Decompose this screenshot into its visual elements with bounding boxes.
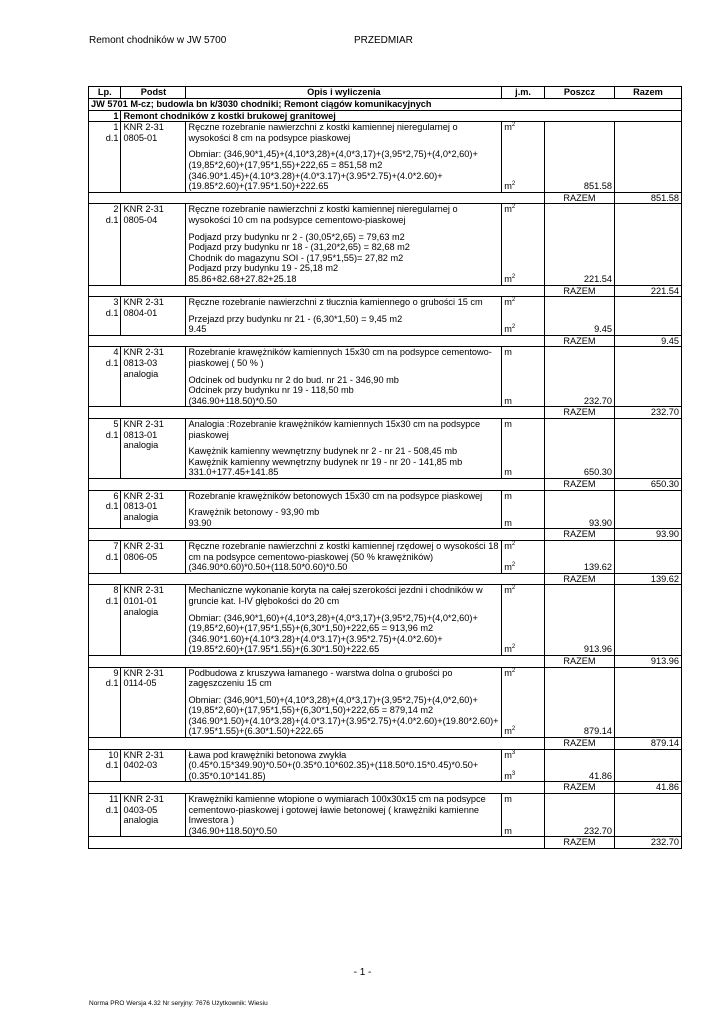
item-measurements: Obmiar: (346,90*1,60)+(4,10*3,28)+(4,0*3,17)+(3,95*2,75)+(4,0*2,60)+(19,85*2,60)+(17,95*1,55)+(6,30*1,50)+222,65 = 913,96 m2 xyxy=(188,612,478,634)
item-razem-blank xyxy=(614,297,681,325)
item-formula-unit: $m^2$ xyxy=(502,716,545,738)
razem-value: 139.62 xyxy=(614,573,681,585)
razem-blank xyxy=(89,782,545,794)
item-razem-blank xyxy=(614,274,681,285)
item-measurements: Odcinek od budynku nr 2 do bud. nr 21 - 346,90 mb Odcinek przy budynku nr 19 - 118,50 mb xyxy=(188,374,399,396)
item-razem-blank xyxy=(614,204,681,274)
col-header-lp: Lp. xyxy=(89,87,121,99)
razem-blank xyxy=(89,285,545,297)
item-formula-unit: $m^3$ xyxy=(502,760,545,782)
item-description: Ręczne rozebranie nawierzchni z kostki kamiennej nieregularnej o wysokości 8 cm na podsypce piaskowej xyxy=(188,122,458,143)
razem-label: RAZEM xyxy=(544,285,614,297)
razem-blank xyxy=(89,335,545,347)
item-poszcz-value: 93.90 xyxy=(544,518,614,529)
item-unit: $m^2$ xyxy=(502,297,545,325)
item-measurements: Podjazd przy budynku nr 2 - (30,05*2,65) = 79,63 m2 Podjazd przy budynku nr 18 - (31,20*2,65) = 82,68 m2 Chodnik do magazynu SOI - (17,95*1,55)= 27,82 m2 Podjazd przy budynku 19 - 25,18 m2 xyxy=(188,231,410,274)
item-poszcz-blank xyxy=(544,749,614,760)
item-row xyxy=(89,297,682,325)
item-razem-blank xyxy=(614,585,681,634)
item-description: Ręczne rozebranie nawierzchni z tłucznia kamiennego o grubości 15 cm xyxy=(188,297,483,308)
item-formula: (346.90*1.60)+(4.10*3.28)+(4.0*3.17)+(3.95*2.75)+(4.0*2.60)+ (19.85*2.60)+(17.95*1.55)+(6.30*1.50)+222.65 xyxy=(186,634,502,656)
item-formula: 331.0+177.45+141.85 xyxy=(186,467,502,478)
razem-label: RAZEM xyxy=(544,738,614,750)
item-row xyxy=(89,490,682,518)
razem-value: 232.70 xyxy=(614,407,681,419)
item-formula-unit: $m^2$ xyxy=(502,274,545,285)
item-poszcz-value: 650.30 xyxy=(544,467,614,478)
razem-blank xyxy=(89,573,545,585)
item-poszcz-blank xyxy=(544,297,614,325)
item-poszcz-blank xyxy=(544,490,614,518)
item-unit: m xyxy=(502,490,545,518)
razem-row xyxy=(89,782,682,794)
razem-label: RAZEM xyxy=(544,407,614,419)
item-unit: $m^2$ xyxy=(502,585,545,634)
item-opis xyxy=(186,204,502,274)
item-razem-blank xyxy=(614,518,681,529)
item-razem-blank xyxy=(614,347,681,396)
item-podstawa: KNR 2-31 0813-03 analogia xyxy=(121,347,186,407)
item-measurements: Przejazd przy budynku nr 21 - (6,30*1,50) = 9,45 m2 xyxy=(188,313,403,324)
razem-row xyxy=(89,655,682,667)
item-razem-blank xyxy=(614,826,681,837)
razem-value: 9.45 xyxy=(614,335,681,347)
item-poszcz-value: 9.45 xyxy=(544,324,614,335)
item-podstawa: KNR 2-31 0804-01 xyxy=(121,297,186,336)
razem-row xyxy=(89,407,682,419)
item-opis xyxy=(186,122,502,171)
razem-blank xyxy=(89,192,545,204)
item-opis xyxy=(186,347,502,396)
item-razem-blank xyxy=(614,760,681,782)
item-poszcz-value: 232.70 xyxy=(544,396,614,407)
razem-value: 221.54 xyxy=(614,285,681,297)
item-poszcz-value: 913.96 xyxy=(544,634,614,656)
item-row xyxy=(89,585,682,634)
item-opis xyxy=(186,667,502,716)
item-poszcz-blank xyxy=(544,419,614,468)
col-header-jm: j.m. xyxy=(502,87,545,99)
item-formula-unit: m xyxy=(502,467,545,478)
item-lp: 2 d.1 xyxy=(89,204,121,285)
item-formula: 93.90 xyxy=(186,518,502,529)
item-podstawa: KNR 2-31 0806-05 xyxy=(121,540,186,573)
razem-value: 913.96 xyxy=(614,655,681,667)
razem-label: RAZEM xyxy=(544,655,614,667)
item-formula-unit: m xyxy=(502,396,545,407)
item-razem-blank xyxy=(614,749,681,760)
footer-software-info: Norma PRO Wersja 4.32 Nr seryjny: 7676 Użytkownik: Wiesiu xyxy=(89,1000,268,1007)
item-row xyxy=(89,749,682,760)
item-description: Ława pod krawężniki betonowa zwykła xyxy=(188,749,347,760)
item-formula: 85.86+82.68+27.82+25.18 xyxy=(186,274,502,285)
item-razem-blank xyxy=(614,171,681,193)
item-podstawa: KNR 2-31 0813-01 analogia xyxy=(121,490,186,529)
item-measurements: Krawężnik betonowy - 93,90 mb xyxy=(188,507,320,518)
item-formula-unit: $m^2$ xyxy=(502,634,545,656)
razem-blank xyxy=(89,529,545,541)
razem-label: RAZEM xyxy=(544,837,614,849)
item-poszcz-blank xyxy=(544,347,614,396)
item-formula: 9.45 xyxy=(186,324,502,335)
item-description: Rozebranie krawężników kamiennych 15x30 cm na podsypce cementowo-piaskowej ( 50 % ) xyxy=(188,347,492,369)
item-lp: 8 d.1 xyxy=(89,585,121,656)
razem-blank xyxy=(89,655,545,667)
razem-blank xyxy=(89,837,545,849)
section-title: JW 5701 M-cz; budowla bn k/3030 chodniki; Remont ciągów komunikacyjnych xyxy=(89,99,682,111)
col-header-poszcz: Poszcz xyxy=(544,87,614,99)
razem-blank xyxy=(89,479,545,491)
subsection-row xyxy=(89,110,682,122)
razem-value: 650.30 xyxy=(614,479,681,491)
razem-label: RAZEM xyxy=(544,529,614,541)
item-lp: 6 d.1 xyxy=(89,490,121,529)
item-podstawa: KNR 2-31 0813-01 analogia xyxy=(121,419,186,479)
subsection-title: Remont chodników z kostki brukowej granitowej xyxy=(121,110,682,122)
subsection-lp: 1 xyxy=(89,110,121,122)
razem-value: 232.70 xyxy=(614,837,681,849)
item-description: Ręczne rozebranie nawierzchni z kostki kamiennej rzędowej o wysokości 18 cm na podsypce cementowo-piaskowej (50 % krawężników) xyxy=(188,540,499,562)
table-header-row xyxy=(89,87,682,99)
item-podstawa: KNR 2-31 0402-03 xyxy=(121,749,186,782)
item-formula-unit: m xyxy=(502,826,545,837)
item-opis xyxy=(186,297,502,325)
item-unit: $m^2$ xyxy=(502,122,545,171)
item-row xyxy=(89,419,682,468)
item-opis xyxy=(186,585,502,634)
item-razem-blank xyxy=(614,634,681,656)
razem-label: RAZEM xyxy=(544,335,614,347)
item-razem-blank xyxy=(614,467,681,478)
item-unit: $m^2$ xyxy=(502,667,545,716)
item-razem-blank xyxy=(614,419,681,468)
razem-row xyxy=(89,837,682,849)
item-poszcz-blank xyxy=(544,585,614,634)
item-lp: 4 d.1 xyxy=(89,347,121,407)
item-poszcz-blank xyxy=(544,667,614,716)
razem-value: 879.14 xyxy=(614,738,681,750)
item-razem-blank xyxy=(614,716,681,738)
razem-row xyxy=(89,335,682,347)
item-description: Ręczne rozebranie nawierzchni z kostki kamiennej nieregularnej o wysokości 10 cm na podsypce cementowo-piaskowej xyxy=(188,204,458,225)
page-number: - 1 - xyxy=(353,967,372,978)
item-opis xyxy=(186,794,502,826)
item-opis xyxy=(186,749,502,760)
item-description: Mechaniczne wykonanie koryta na całej szerokości jezdni i chodników w gruncie kat. I-IV głębokości do 20 cm xyxy=(188,585,483,606)
item-row xyxy=(89,204,682,274)
item-opis xyxy=(186,490,502,518)
item-lp: 9 d.1 xyxy=(89,667,121,738)
item-razem-blank xyxy=(614,667,681,716)
item-poszcz-value: 851.58 xyxy=(544,171,614,193)
item-lp: 10 d.1 xyxy=(89,749,121,782)
item-unit: $m^2$ xyxy=(502,540,545,562)
item-razem-blank xyxy=(614,540,681,562)
item-podstawa: KNR 2-31 0101-01 analogia xyxy=(121,585,186,656)
razem-row xyxy=(89,285,682,297)
item-measurements: Obmiar: (346,90*1,50)+(4,10*3,28)+(4,0*3,17)+(3,95*2,75)+(4,0*2,60)+(19,85*2,60)+(17,95*1,55)+(6,30*1,50)+222,65 = 879,14 m2 xyxy=(188,694,478,716)
item-razem-blank xyxy=(614,794,681,826)
item-lp: 5 d.1 xyxy=(89,419,121,479)
item-formula: (346.90+118.50)*0.50 xyxy=(186,396,502,407)
razem-blank xyxy=(89,407,545,419)
razem-label: RAZEM xyxy=(544,573,614,585)
item-poszcz-blank xyxy=(544,122,614,171)
item-razem-blank xyxy=(614,122,681,171)
item-poszcz-blank xyxy=(544,204,614,274)
item-unit: $m^2$ xyxy=(502,204,545,274)
col-header-razem: Razem xyxy=(614,87,681,99)
item-podstawa: KNR 2-31 0403-05 analogia xyxy=(121,794,186,837)
item-poszcz-blank xyxy=(544,794,614,826)
item-podstawa: KNR 2-31 0114-05 xyxy=(121,667,186,738)
razem-value: 41.86 xyxy=(614,782,681,794)
item-formula: (346.90*1.50)+(4.10*3.28)+(4.0*3.17)+(3.95*2.75)+(4.0*2.60)+(19.80*2.60)+(17.95*1.55)+(6.30*1.50)+222.65 xyxy=(186,716,502,738)
razem-row xyxy=(89,192,682,204)
razem-label: RAZEM xyxy=(544,479,614,491)
razem-row xyxy=(89,573,682,585)
item-poszcz-blank xyxy=(544,540,614,562)
item-lp: 7 d.1 xyxy=(89,540,121,573)
item-row xyxy=(89,347,682,396)
razem-blank xyxy=(89,738,545,750)
item-unit: $m^3$ xyxy=(502,749,545,760)
razem-row xyxy=(89,479,682,491)
item-formula-unit: $m^2$ xyxy=(502,171,545,193)
item-lp: 3 d.1 xyxy=(89,297,121,336)
document-header-type: PRZEDMIAR xyxy=(354,35,413,46)
item-formula: (0.45*0.15*349.90)*0.50+(0.35*0.10*602.35)+(118.50*0.15*0.45)*0.50+(0.35*0.10*141.85) xyxy=(186,760,502,782)
item-formula-unit: $m^2$ xyxy=(502,324,545,335)
item-poszcz-value: 41.86 xyxy=(544,760,614,782)
item-row xyxy=(89,794,682,826)
item-podstawa: KNR 2-31 0805-01 xyxy=(121,122,186,193)
item-razem-blank xyxy=(614,396,681,407)
item-measurements: Kawężnik kamienny wewnętrzny budynek nr 2 - nr 21 - 508,45 mb Kawężnik kamienny wewnętrzny budynek nr 19 - nr 20 - 141,85 mb xyxy=(188,446,463,467)
item-unit: m xyxy=(502,347,545,396)
item-row xyxy=(89,667,682,716)
razem-label: RAZEM xyxy=(544,192,614,204)
item-description: Rozebranie krawężników betonowych 15x30 cm na podsypce piaskowej xyxy=(188,490,483,501)
section-row xyxy=(89,99,682,111)
col-header-opis: Opis i wyliczenia xyxy=(186,87,502,99)
item-description: Krawężniki kamienne wtopione o wymiarach 100x30x15 cm na podsypce cementowo-piaskowej i gotowej ławie betonowej ( krawężniki kamienne Inwestora ) xyxy=(188,794,486,826)
item-poszcz-value: 139.62 xyxy=(544,562,614,573)
razem-row xyxy=(89,529,682,541)
razem-value: 93.90 xyxy=(614,529,681,541)
item-unit: m xyxy=(502,419,545,468)
item-unit: m xyxy=(502,794,545,826)
item-formula: (346.90+118.50)*0.50 xyxy=(186,826,502,837)
document-header-title: Remont chodników w JW 5700 xyxy=(89,35,227,46)
item-opis xyxy=(186,419,502,468)
item-formula: (346.90*1.45)+(4.10*3.28)+(4.0*3.17)+(3.95*2.75)+(4.0*2.60)+ (19.85*2.60)+(17.95*1.50)+222.65 xyxy=(186,171,502,193)
razem-row xyxy=(89,738,682,750)
item-lp: 11 d.1 xyxy=(89,794,121,837)
item-razem-blank xyxy=(614,490,681,518)
item-description: Podbudowa z kruszywa łamanego - warstwa dolna o grubości po zagęszczeniu 15 cm xyxy=(188,667,453,689)
razem-label: RAZEM xyxy=(544,782,614,794)
razem-value: 851.58 xyxy=(614,192,681,204)
item-row xyxy=(89,540,682,562)
item-description: Analogia :Rozebranie krawężników kamiennych 15x30 cm na podsypce piaskowej xyxy=(188,419,481,440)
item-poszcz-value: 232.70 xyxy=(544,826,614,837)
przedmiar-table xyxy=(88,86,682,849)
item-podstawa: KNR 2-31 0805-04 xyxy=(121,204,186,285)
item-row xyxy=(89,122,682,171)
item-poszcz-value: 879.14 xyxy=(544,716,614,738)
item-razem-blank xyxy=(614,562,681,573)
item-measurements: Obmiar: (346,90*1,45)+(4,10*3,28)+(4,0*3,17)+(3,95*2,75)+(4,0*2,60)+(19,85*2,60)+(17,95*1,55)+222,65 = 851,58 m2 xyxy=(188,149,478,170)
item-formula: (346.90*0.60)*0.50+(118.50*0.60)*0.50 xyxy=(186,562,502,573)
item-opis xyxy=(186,540,502,562)
item-poszcz-value: 221.54 xyxy=(544,274,614,285)
item-razem-blank xyxy=(614,324,681,335)
col-header-podst: Podst xyxy=(121,87,186,99)
item-lp: 1 d.1 xyxy=(89,122,121,193)
item-formula-unit: m xyxy=(502,518,545,529)
item-formula-unit: $m^2$ xyxy=(502,562,545,573)
